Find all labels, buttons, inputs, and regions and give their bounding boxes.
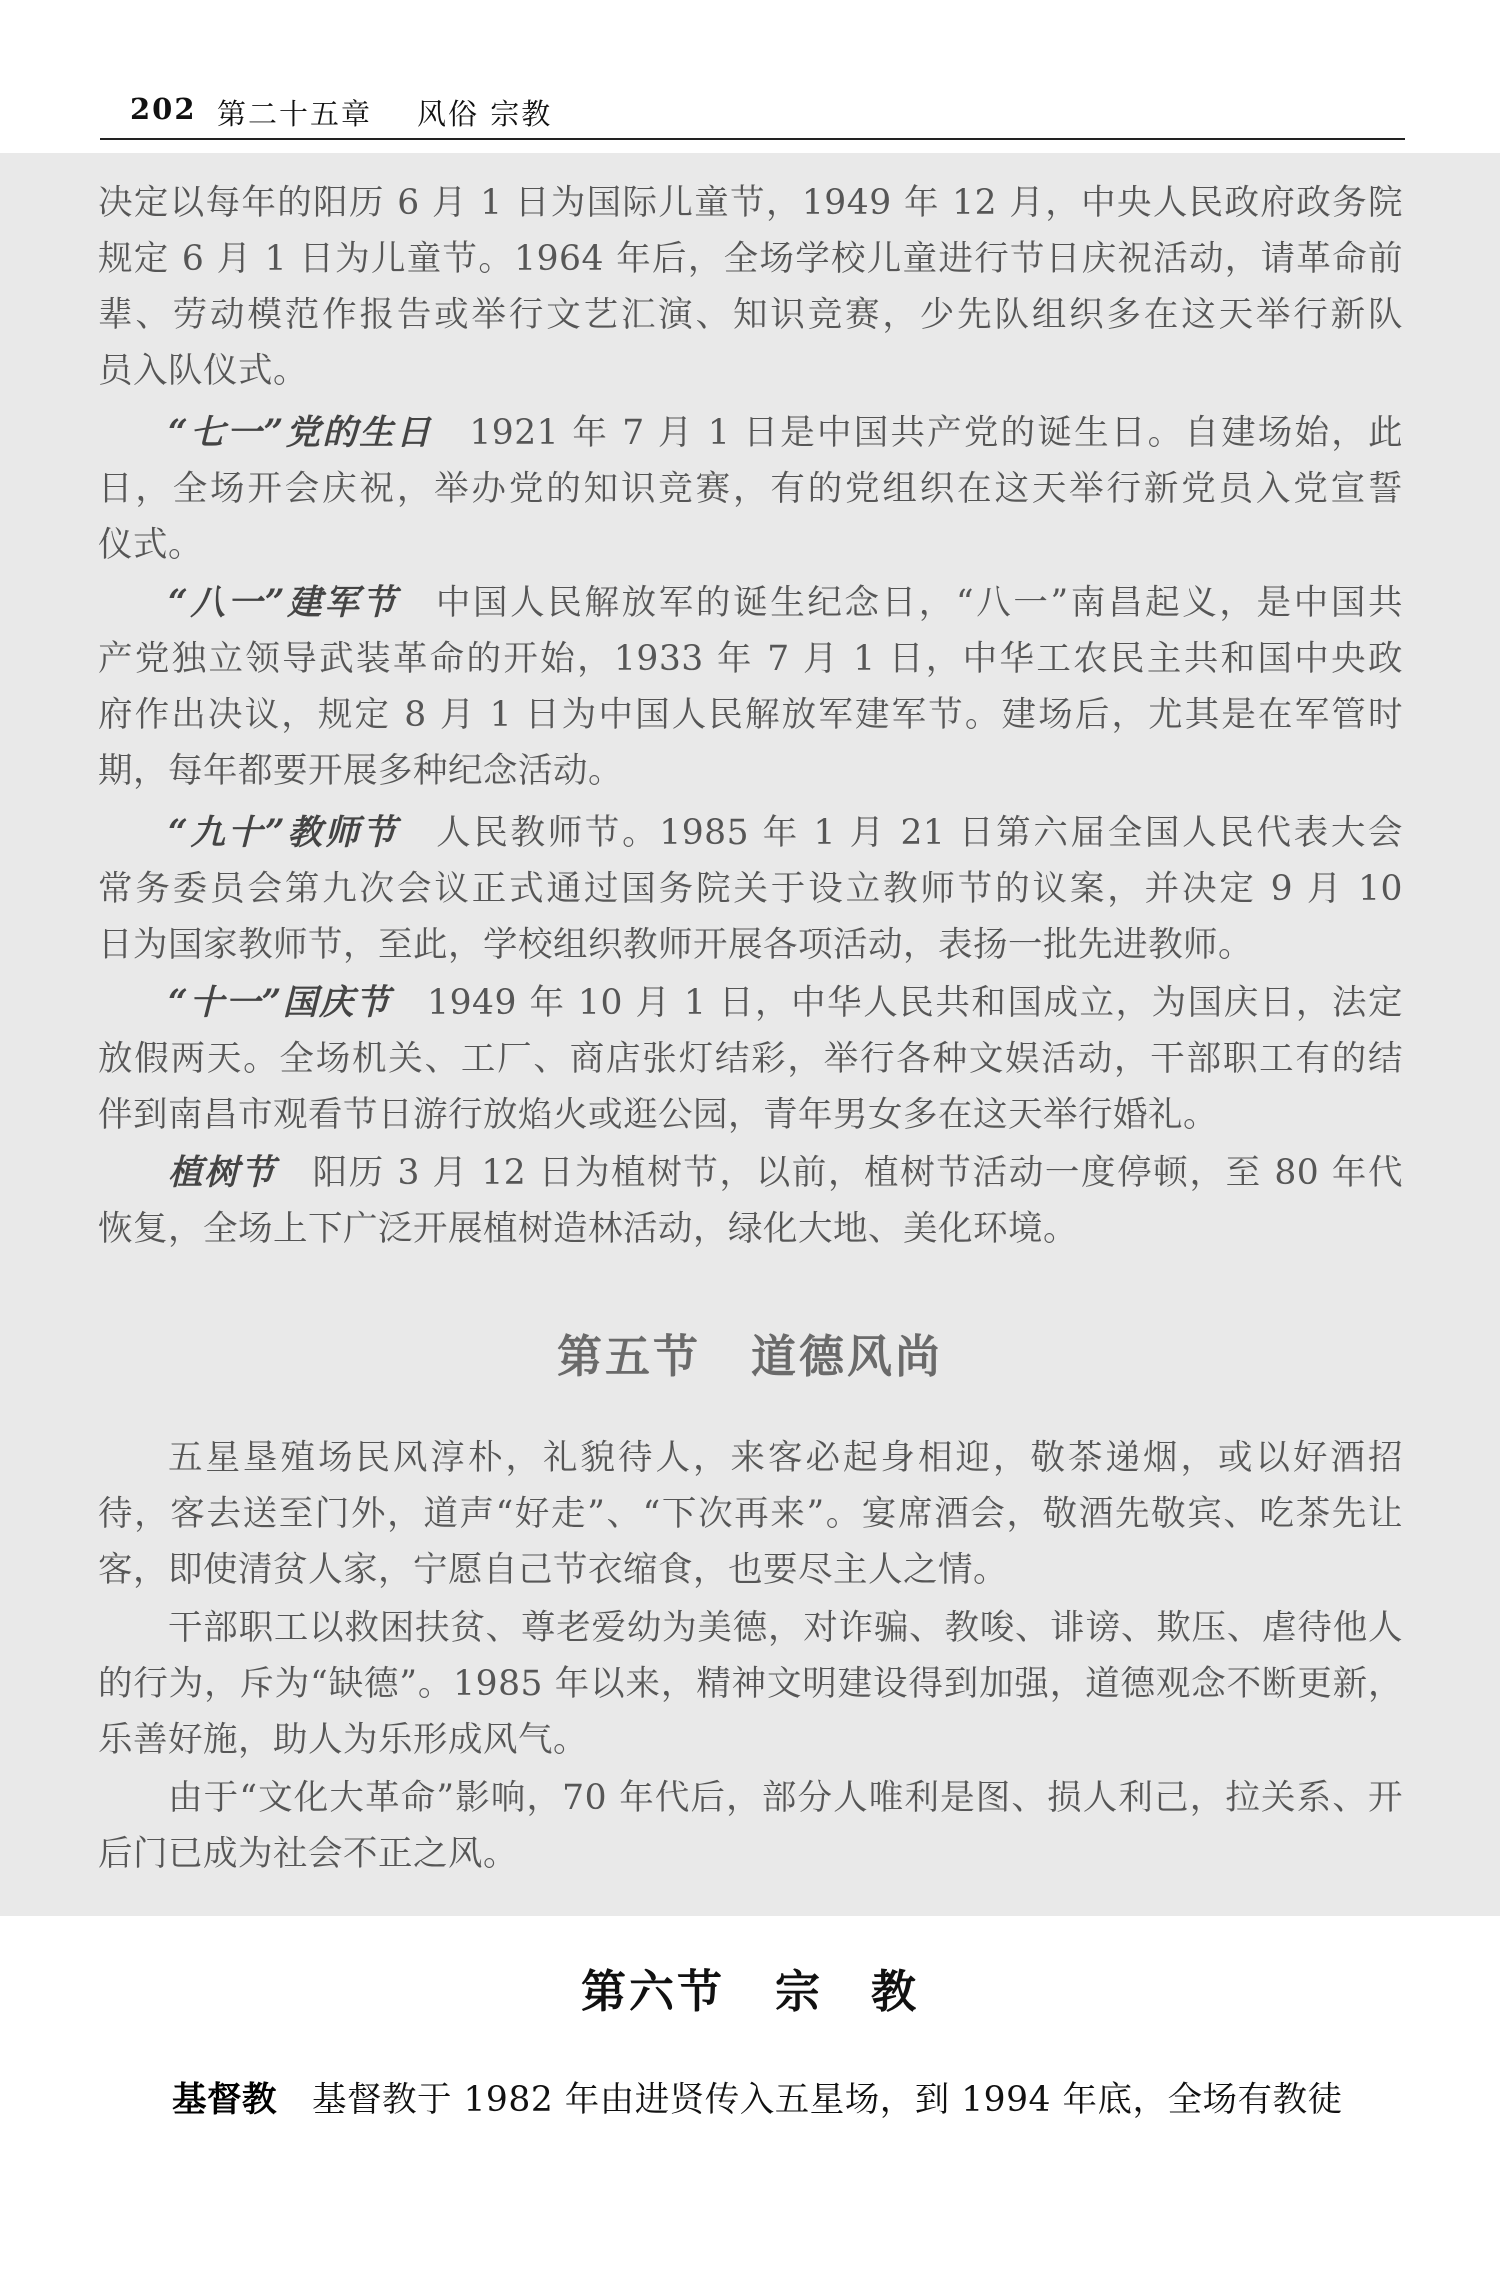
text-line: 1921 年 7 月 1 日是中国共产党的诞生日。自建场始，此 [469, 413, 1404, 453]
paragraph-teachers-day [98, 805, 1403, 973]
paragraph-arbor-day [98, 1145, 1403, 1257]
text-line: 仪式。 [98, 525, 203, 565]
text-line: 客，即使清贫人家，宁愿自己节衣缩食，也要尽主人之情。 [98, 1550, 1008, 1590]
section-name: 宗 教 [775, 1965, 920, 2018]
term-label: “十一”国庆节 [168, 983, 392, 1023]
page-header [100, 86, 1405, 140]
text-line: 的行为，斥为“缺德”。1985 年以来，精神文明建设得到加强，道德观念不断更新， [98, 1664, 1403, 1704]
text-line: 日，全场开会庆祝，举办党的知识竞赛，有的党组织在这天举行新党员入党宣誓 [98, 469, 1403, 509]
chapter-subtitle: 风俗 宗教 [417, 97, 553, 131]
text-line: 由于“文化大革命”影响，70 年代后，部分人唯利是图、损人利己，拉关系、开 [168, 1778, 1403, 1818]
term-label: 植树节 [168, 1153, 277, 1193]
text-line: 待，客去送至门外，道声“好走”、“下次再来”。宴席酒会，敬酒先敬宾、吃茶先让 [98, 1494, 1403, 1534]
text-line: 员入队仪式。 [98, 351, 308, 391]
text-line: 决定以每年的阳历 6 月 1 日为国际儿童节，1949 年 12 月，中央人民政府政务院 [98, 183, 1403, 223]
text-line: 后门已成为社会不正之风。 [98, 1834, 518, 1874]
term-label: “八一”建军节 [168, 583, 399, 623]
section-number: 第六节 [580, 1965, 725, 2018]
section-name: 道德风尚 [751, 1330, 944, 1383]
text-line: 日为国家教师节，至此，学校组织教师开展各项活动，表扬一批先进教师。 [98, 925, 1253, 965]
term-label: “九十”教师节 [168, 813, 399, 853]
paragraph-army-day [98, 575, 1403, 799]
text-line: 常务委员会第九次会议正式通过国务院关于设立教师节的议案，并决定 9 月 10 [98, 869, 1403, 909]
section-number: 第五节 [556, 1330, 701, 1383]
text-line: 干部职工以救困扶贫、尊老爱幼为美德，对诈骗、教唆、诽谤、欺压、虐待他人 [168, 1608, 1403, 1648]
text-line: 阳历 3 月 12 日为植树节，以前，植树节活动一度停顿，至 80 年代 [312, 1153, 1404, 1193]
paragraph-ethics-3 [98, 1770, 1403, 1882]
text-line: 期，每年都要开展多种纪念活动。 [98, 751, 623, 791]
text-line: 产党独立领导武装革命的开始，1933 年 7 月 1 日，中华工农民主共和国中央政 [98, 639, 1403, 679]
text-line: 辈、劳动模范作报告或举行文艺汇演、知识竞赛，少先队组织多在这天举行新队 [98, 295, 1403, 335]
shaded-block [0, 153, 1500, 1916]
term-label: “七一”党的生日 [168, 413, 433, 453]
text-line: 规定 6 月 1 日为儿童节。1964 年后，全场学校儿童进行节日庆祝活动，请革命前 [98, 239, 1403, 279]
text-line: 府作出决议，规定 8 月 1 日为中国人民解放军建军节。建场后，尤其是在军管时 [98, 695, 1403, 735]
text-line: 放假两天。全场机关、工厂、商店张灯结彩，举行各种文娱活动，干部职工有的结 [98, 1039, 1403, 1079]
paragraph-ethics-2 [98, 1600, 1403, 1768]
text-line: 五星垦殖场民风淳朴，礼貌待人，来客必起身相迎，敬茶递烟，或以好酒招 [168, 1438, 1403, 1478]
chapter-title: 第二十五章 [217, 97, 373, 131]
paragraph-childrens-day [98, 175, 1403, 399]
paragraph-christianity [172, 2072, 1404, 2128]
page-number: 202 [130, 92, 197, 126]
text-line: 基督教于 1982 年由进贤传入五星场，到 1994 年底，全场有教徒 [312, 2080, 1343, 2120]
paragraph-national-day [98, 975, 1403, 1143]
term-label: 基督教 [172, 2080, 277, 2120]
paragraph-ethics-1 [98, 1430, 1403, 1598]
text-line: 1949 年 10 月 1 日，中华人民共和国成立，为国庆日，法定 [427, 983, 1403, 1023]
section-5-title [0, 1320, 1500, 1385]
text-line: 中国人民解放军的诞生纪念日，“八一”南昌起义，是中国共 [435, 583, 1403, 623]
text-line: 人民教师节。1985 年 1 月 21 日第六届全国人民代表大会 [436, 813, 1403, 853]
paragraph-july-first [98, 405, 1403, 573]
text-line: 乐善好施，助人为乐形成风气。 [98, 1720, 588, 1760]
text-line: 恢复，全场上下广泛开展植树造林活动，绿化大地、美化环境。 [98, 1209, 1078, 1249]
text-line: 伴到南昌市观看节日游行放焰火或逛公园，青年男女多在这天举行婚礼。 [98, 1095, 1218, 1135]
section-6-title [0, 1955, 1500, 2020]
